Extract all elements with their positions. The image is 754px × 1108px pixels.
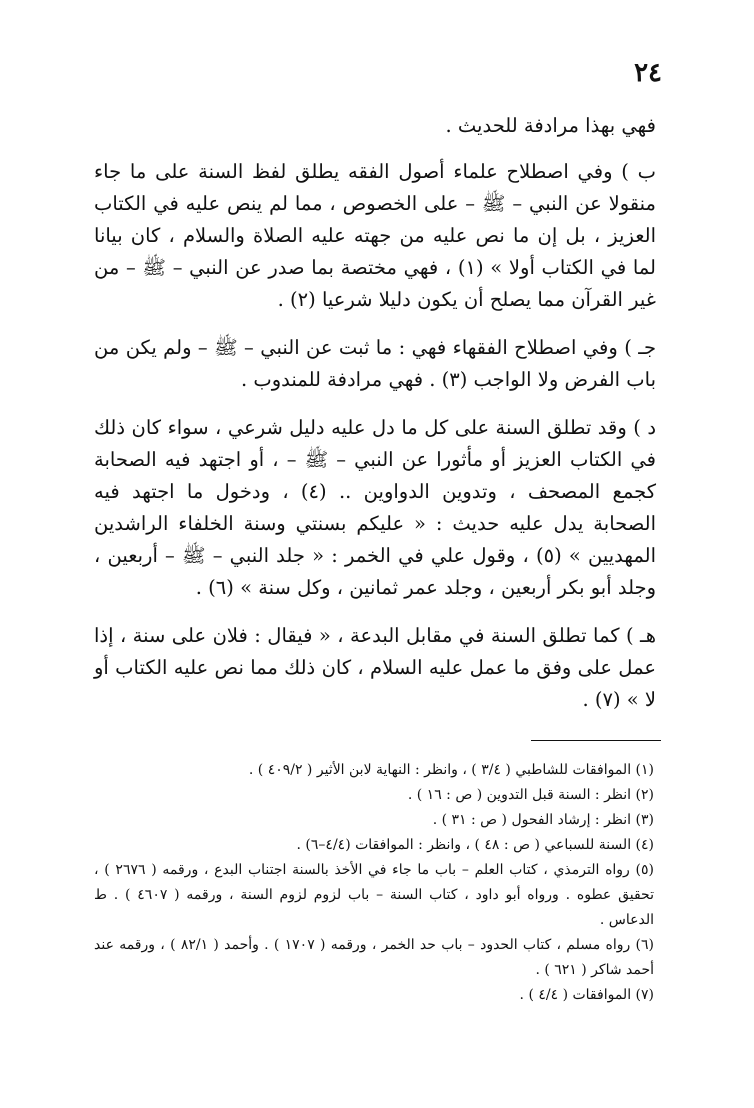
paragraph-dal: د ) وقد تطلق السنة على كل ما دل عليه دليل شرعي ، سواء كان ذلك في الكتاب العزيز أو مأثورا عن النبي – ﷺ – ، أو اجتهد فيه الصحابة كجمع المصحف ، وتدوين الدواوين .. (٤) ، ودخول ما اجتهد فيه الصحابة يدل عليه حديث : « عليكم بسنتي وسنة الخلفاء الراشدين المهديين » (٥) ، وقول علي في الخمر : « جلد النبي – ﷺ – أربعين ، وجلد أبو بكر أربعين ، وجلد عمر ثمانين ، وكل سنة » (٦) . (94, 416, 656, 599)
page-number: ٢٤ (634, 58, 662, 88)
footnote-7: (٧) الموافقات ( ٤/٤ ) . (519, 987, 654, 1003)
paragraph-jim: جـ ) وفي اصطلاح الفقهاء فهي : ما ثبت عن النبي – ﷺ – ولم يكن من باب الفرض ولا الواجب (٣) . فهي مرادفة للمندوب . (94, 336, 656, 391)
footnote-3: (٣) انظر : إرشاد الفحول ( ص : ٣١ ) . (432, 812, 654, 828)
footnote-1: (١) الموافقات للشاطبي ( ٣/٤ ) ، وانظر : النهاية لابن الأثير ( ٤٠٩/٢ ) . (248, 762, 654, 778)
footnote-2: (٢) انظر : السنة قبل التدوين ( ص : ١٦ ) . (407, 787, 654, 803)
paragraph-intro: فهي بهذا مرادفة للحديث . (445, 114, 656, 137)
main-text (94, 110, 656, 732)
paragraph-ha: هـ ) كما تطلق السنة في مقابل البدعة ، « فيقال : فلان على سنة ، إذا عمل على وفق ما عمل عليه السلام ، كان ذلك مما نص عليه الكتاب أو لا » (٧) . (94, 624, 656, 711)
paragraph-b: ب ) وفي اصطلاح علماء أصول الفقه يطلق لفظ السنة على ما جاء منقولا عن النبي – ﷺ – على الخصوص ، مما لم ينص عليه في الكتاب العزيز ، بل إن ما نص عليه من جهته عليه الصلاة والسلام ، كان بيانا لما في الكتاب أولا » (١) ، فهي مختصة بما صدر عن النبي – ﷺ – من غير القرآن مما يصلح أن يكون دليلا شرعيا (٢) . (94, 160, 656, 311)
footnotes (94, 758, 654, 1008)
footnote-4: (٤) السنة للسباعي ( ص : ٤٨ ) ، وانظر : الموافقات (٤/٤–٦) . (296, 837, 654, 853)
footnote-6: (٦) رواه مسلم ، كتاب الحدود – باب حد الخمر ، ورقمه ( ١٧٠٧ ) . وأحمد ( ٨٢/١ ) ، ورقمه عند أحمد شاكر ( ٦٢١ ) . (94, 937, 655, 978)
footnote-5: (٥) رواه الترمذي ، كتاب العلم – باب ما جاء في الأخذ بالسنة اجتناب البدع ، ورقمه ( ٢٦٧٦ ) ، تحقيق عطوه . ورواه أبو داود ، كتاب السنة – باب لزوم لزوم السنة ، ورقمه ( ٤٦٠٧ ) . ط الدعاس . (94, 862, 654, 928)
footnote-divider (531, 740, 661, 741)
